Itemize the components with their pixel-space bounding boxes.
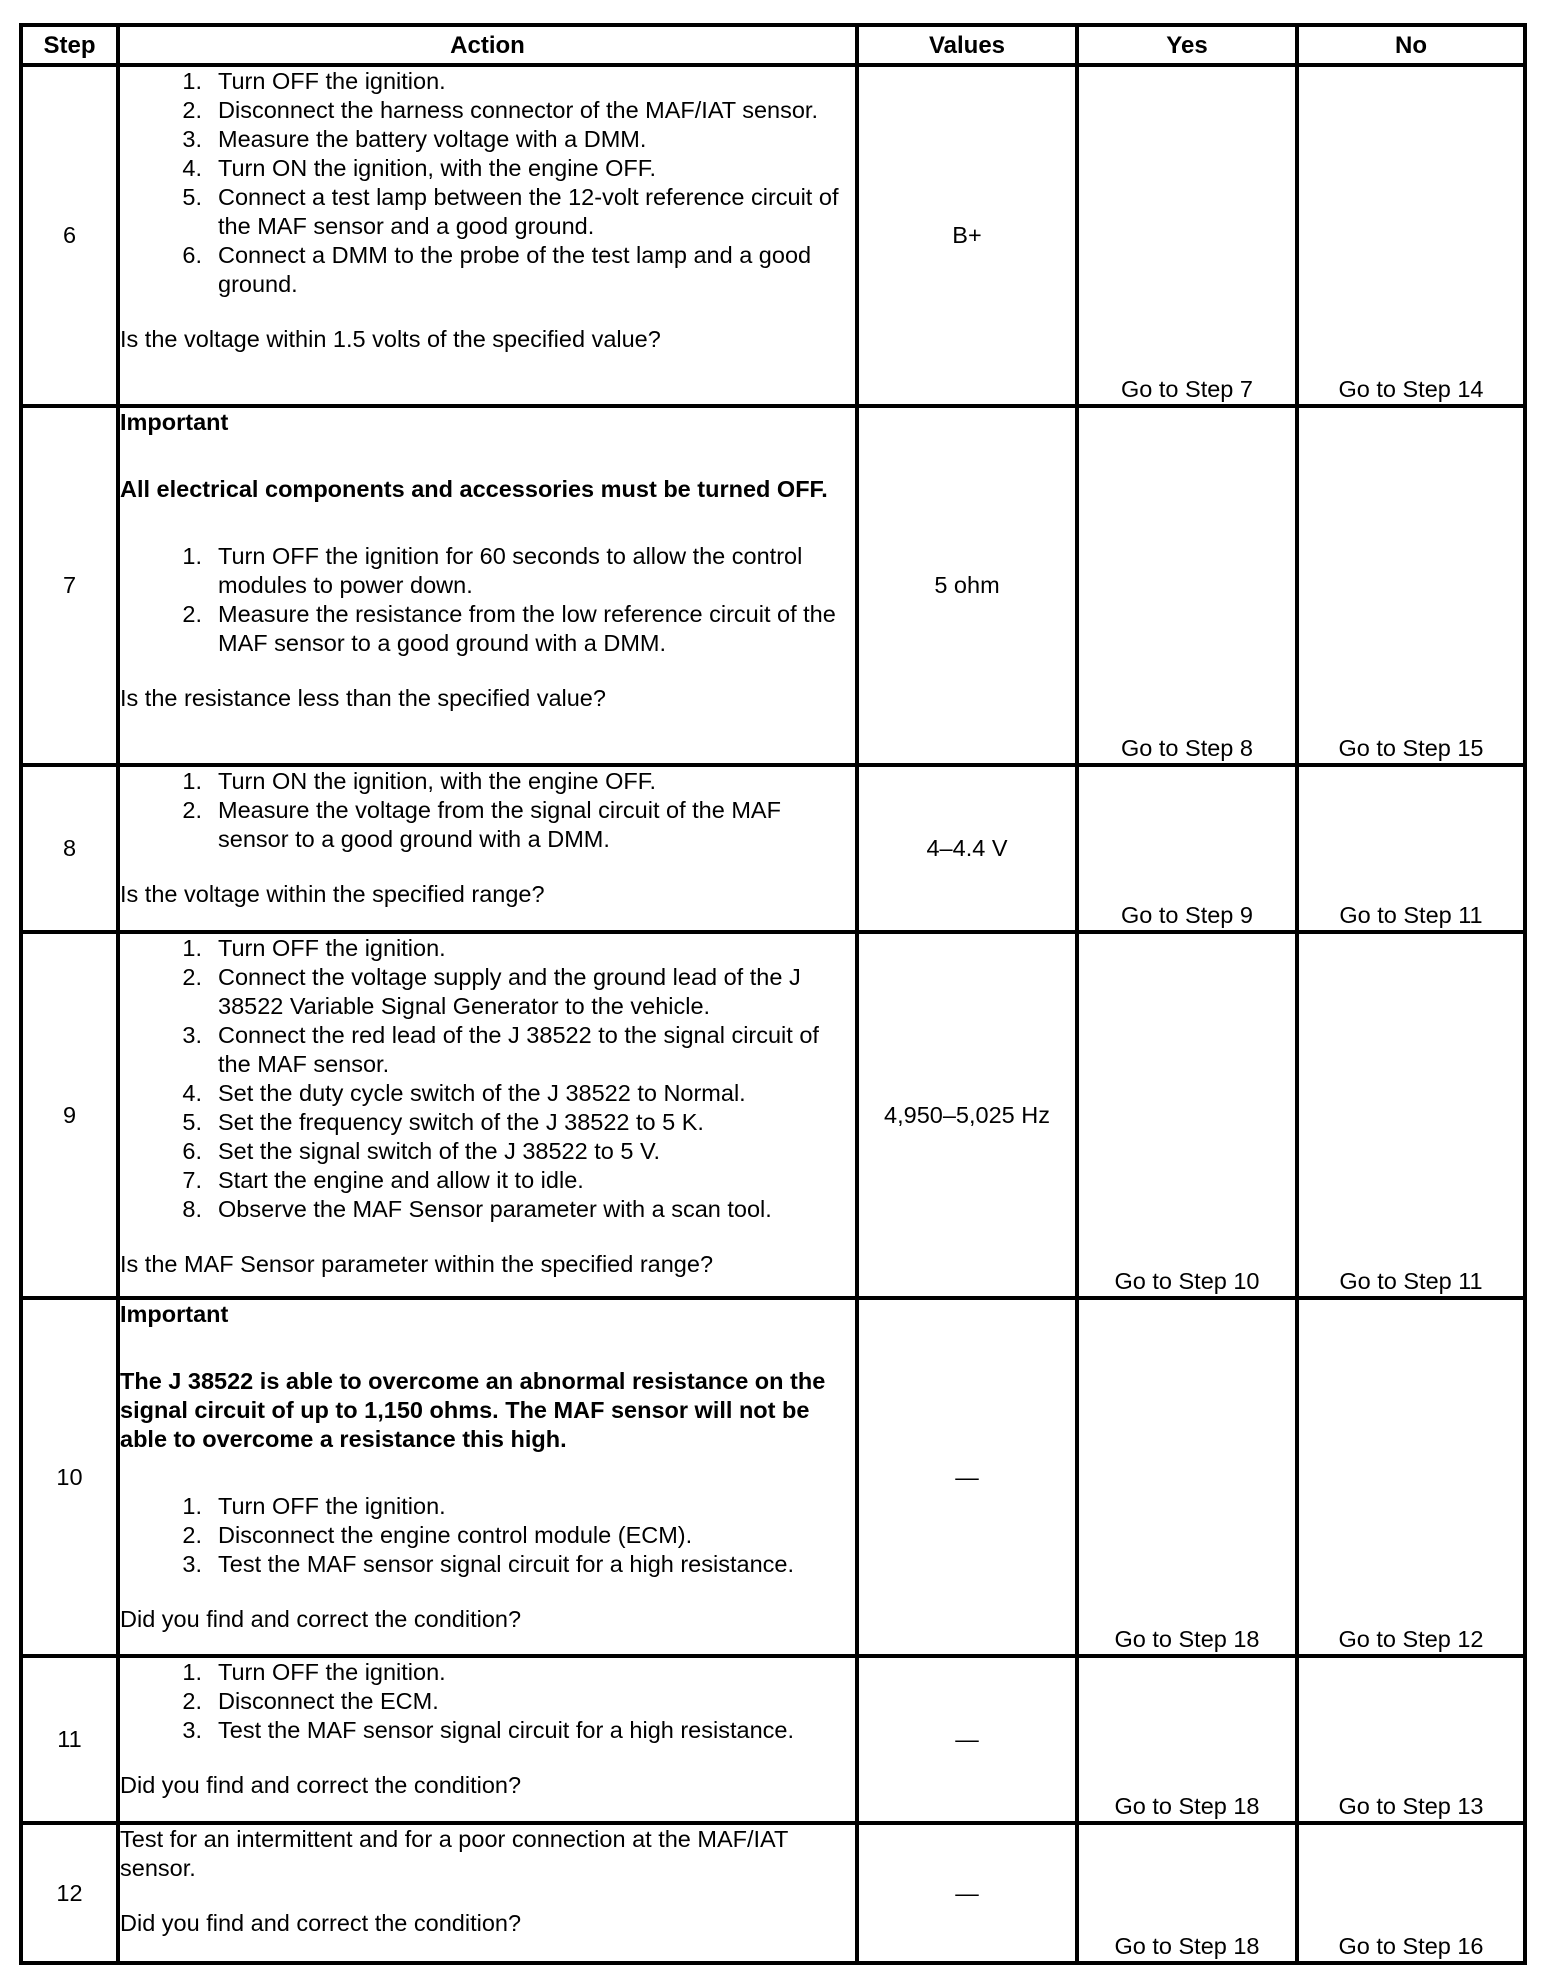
list-item: 2. Measure the voltage from the signal circuit of the MAF sensor to a good ground with a DMM.	[182, 797, 781, 852]
action-cell	[118, 1823, 857, 1963]
no-cell: Go to Step 14	[1297, 65, 1525, 406]
important-label: Important	[120, 409, 229, 435]
procedure-list	[120, 1492, 855, 1579]
yes-cell: Go to Step 7	[1077, 65, 1297, 406]
question-text: Is the MAF Sensor parameter within the specified range?	[120, 1251, 714, 1277]
value-cell: —	[857, 1298, 1077, 1656]
list-item: 1. Turn ON the ignition, with the engine OFF.	[182, 768, 657, 794]
procedure-list	[120, 67, 855, 299]
table-row-step-12	[21, 1823, 1525, 1963]
yes-cell: Go to Step 8	[1077, 406, 1297, 765]
list-item: 1. Turn OFF the ignition.	[182, 1493, 446, 1519]
list-item: 3. Test the MAF sensor signal circuit for a high resistance.	[182, 1551, 794, 1577]
procedure-list	[120, 934, 855, 1224]
value-cell: —	[857, 1823, 1077, 1963]
action-cell	[118, 765, 857, 932]
list-item: 4. Set the duty cycle switch of the J 38522 to Normal.	[182, 1080, 746, 1106]
list-item: 3. Connect the red lead of the J 38522 to the signal circuit of the MAF sensor.	[182, 1022, 819, 1077]
diagnostic-table	[19, 23, 1527, 1965]
action-cell	[118, 932, 857, 1298]
list-item: 2. Disconnect the engine control module (ECM).	[182, 1522, 693, 1548]
step-number: 10	[21, 1298, 118, 1656]
procedure-list	[120, 767, 855, 854]
step-number: 11	[21, 1656, 118, 1823]
table-row-step-9	[21, 932, 1525, 1298]
step-number: 12	[21, 1823, 118, 1963]
question-text: Is the voltage within 1.5 volts of the specified value?	[120, 326, 661, 352]
no-cell: Go to Step 11	[1297, 765, 1525, 932]
header-yes: Yes	[1077, 25, 1297, 65]
step-number: 8	[21, 765, 118, 932]
list-item: 1. Turn OFF the ignition.	[182, 1659, 446, 1685]
header-no: No	[1297, 25, 1525, 65]
list-item: 2. Connect the voltage supply and the ground lead of the J 38522 Variable Signal Generator to the vehicle.	[182, 964, 801, 1019]
important-text: The J 38522 is able to overcome an abnormal resistance on the signal circuit of up to 1,150 ohms. The MAF sensor will not be able to overcome a resistance this high.	[120, 1368, 826, 1452]
header-row	[21, 25, 1525, 65]
list-item: 3. Test the MAF sensor signal circuit for a high resistance.	[182, 1717, 794, 1743]
no-cell: Go to Step 11	[1297, 932, 1525, 1298]
header-step: Step	[21, 25, 118, 65]
value-cell: —	[857, 1656, 1077, 1823]
list-item: 2. Measure the resistance from the low reference circuit of the MAF sensor to a good ground with a DMM.	[182, 601, 836, 656]
no-cell: Go to Step 16	[1297, 1823, 1525, 1963]
question-text: Did you find and correct the condition?	[120, 1772, 522, 1798]
value-cell: 5 ohm	[857, 406, 1077, 765]
header-action: Action	[118, 25, 857, 65]
yes-cell: Go to Step 18	[1077, 1298, 1297, 1656]
table-row-step-11	[21, 1656, 1525, 1823]
procedure-list	[120, 1658, 855, 1745]
header-values: Values	[857, 25, 1077, 65]
table-row-step-8	[21, 765, 1525, 932]
yes-cell: Go to Step 18	[1077, 1656, 1297, 1823]
list-item: 6. Set the signal switch of the J 38522 to 5 V.	[182, 1138, 661, 1164]
yes-cell: Go to Step 18	[1077, 1823, 1297, 1963]
yes-cell: Go to Step 10	[1077, 932, 1297, 1298]
question-text: Did you find and correct the condition?	[120, 1606, 522, 1632]
table-row-step-7	[21, 406, 1525, 765]
value-cell: 4–4.4 V	[857, 765, 1077, 932]
table-row-step-6	[21, 65, 1525, 406]
no-cell: Go to Step 13	[1297, 1656, 1525, 1823]
important-text: All electrical components and accessories must be turned OFF.	[120, 476, 828, 502]
list-item: 1. Turn OFF the ignition for 60 seconds to allow the control modules to power down.	[182, 543, 803, 598]
question-text: Is the voltage within the specified range?	[120, 881, 545, 907]
action-cell	[118, 1656, 857, 1823]
list-item: 7. Start the engine and allow it to idle.	[182, 1167, 584, 1193]
list-item: 6. Connect a DMM to the probe of the test lamp and a good ground.	[182, 242, 812, 297]
list-item: 2. Disconnect the ECM.	[182, 1688, 439, 1714]
instruction-text: Test for an intermittent and for a poor connection at the MAF/IAT sensor.	[120, 1826, 788, 1881]
question-text: Did you find and correct the condition?	[120, 1910, 522, 1936]
list-item: 4. Turn ON the ignition, with the engine OFF.	[182, 155, 657, 181]
step-number: 6	[21, 65, 118, 406]
value-cell: B+	[857, 65, 1077, 406]
list-item: 3. Measure the battery voltage with a DMM.	[182, 126, 647, 152]
list-item: 5. Set the frequency switch of the J 38522 to 5 K.	[182, 1109, 704, 1135]
list-item: 8. Observe the MAF Sensor parameter with a scan tool.	[182, 1196, 772, 1222]
yes-cell: Go to Step 9	[1077, 765, 1297, 932]
list-item: 1. Turn OFF the ignition.	[182, 935, 446, 961]
procedure-list	[120, 542, 855, 658]
step-number: 9	[21, 932, 118, 1298]
action-cell	[118, 406, 857, 765]
question-text: Is the resistance less than the specified value?	[120, 685, 606, 711]
action-cell	[118, 65, 857, 406]
step-number: 7	[21, 406, 118, 765]
important-label: Important	[120, 1301, 229, 1327]
action-cell	[118, 1298, 857, 1656]
list-item: 2. Disconnect the harness connector of the MAF/IAT sensor.	[182, 97, 818, 123]
no-cell: Go to Step 15	[1297, 406, 1525, 765]
list-item: 1. Turn OFF the ignition.	[182, 68, 446, 94]
value-cell: 4,950–5,025 Hz	[857, 932, 1077, 1298]
no-cell: Go to Step 12	[1297, 1298, 1525, 1656]
list-item: 5. Connect a test lamp between the 12-volt reference circuit of the MAF sensor and a good ground.	[182, 184, 839, 239]
table-row-step-10	[21, 1298, 1525, 1656]
